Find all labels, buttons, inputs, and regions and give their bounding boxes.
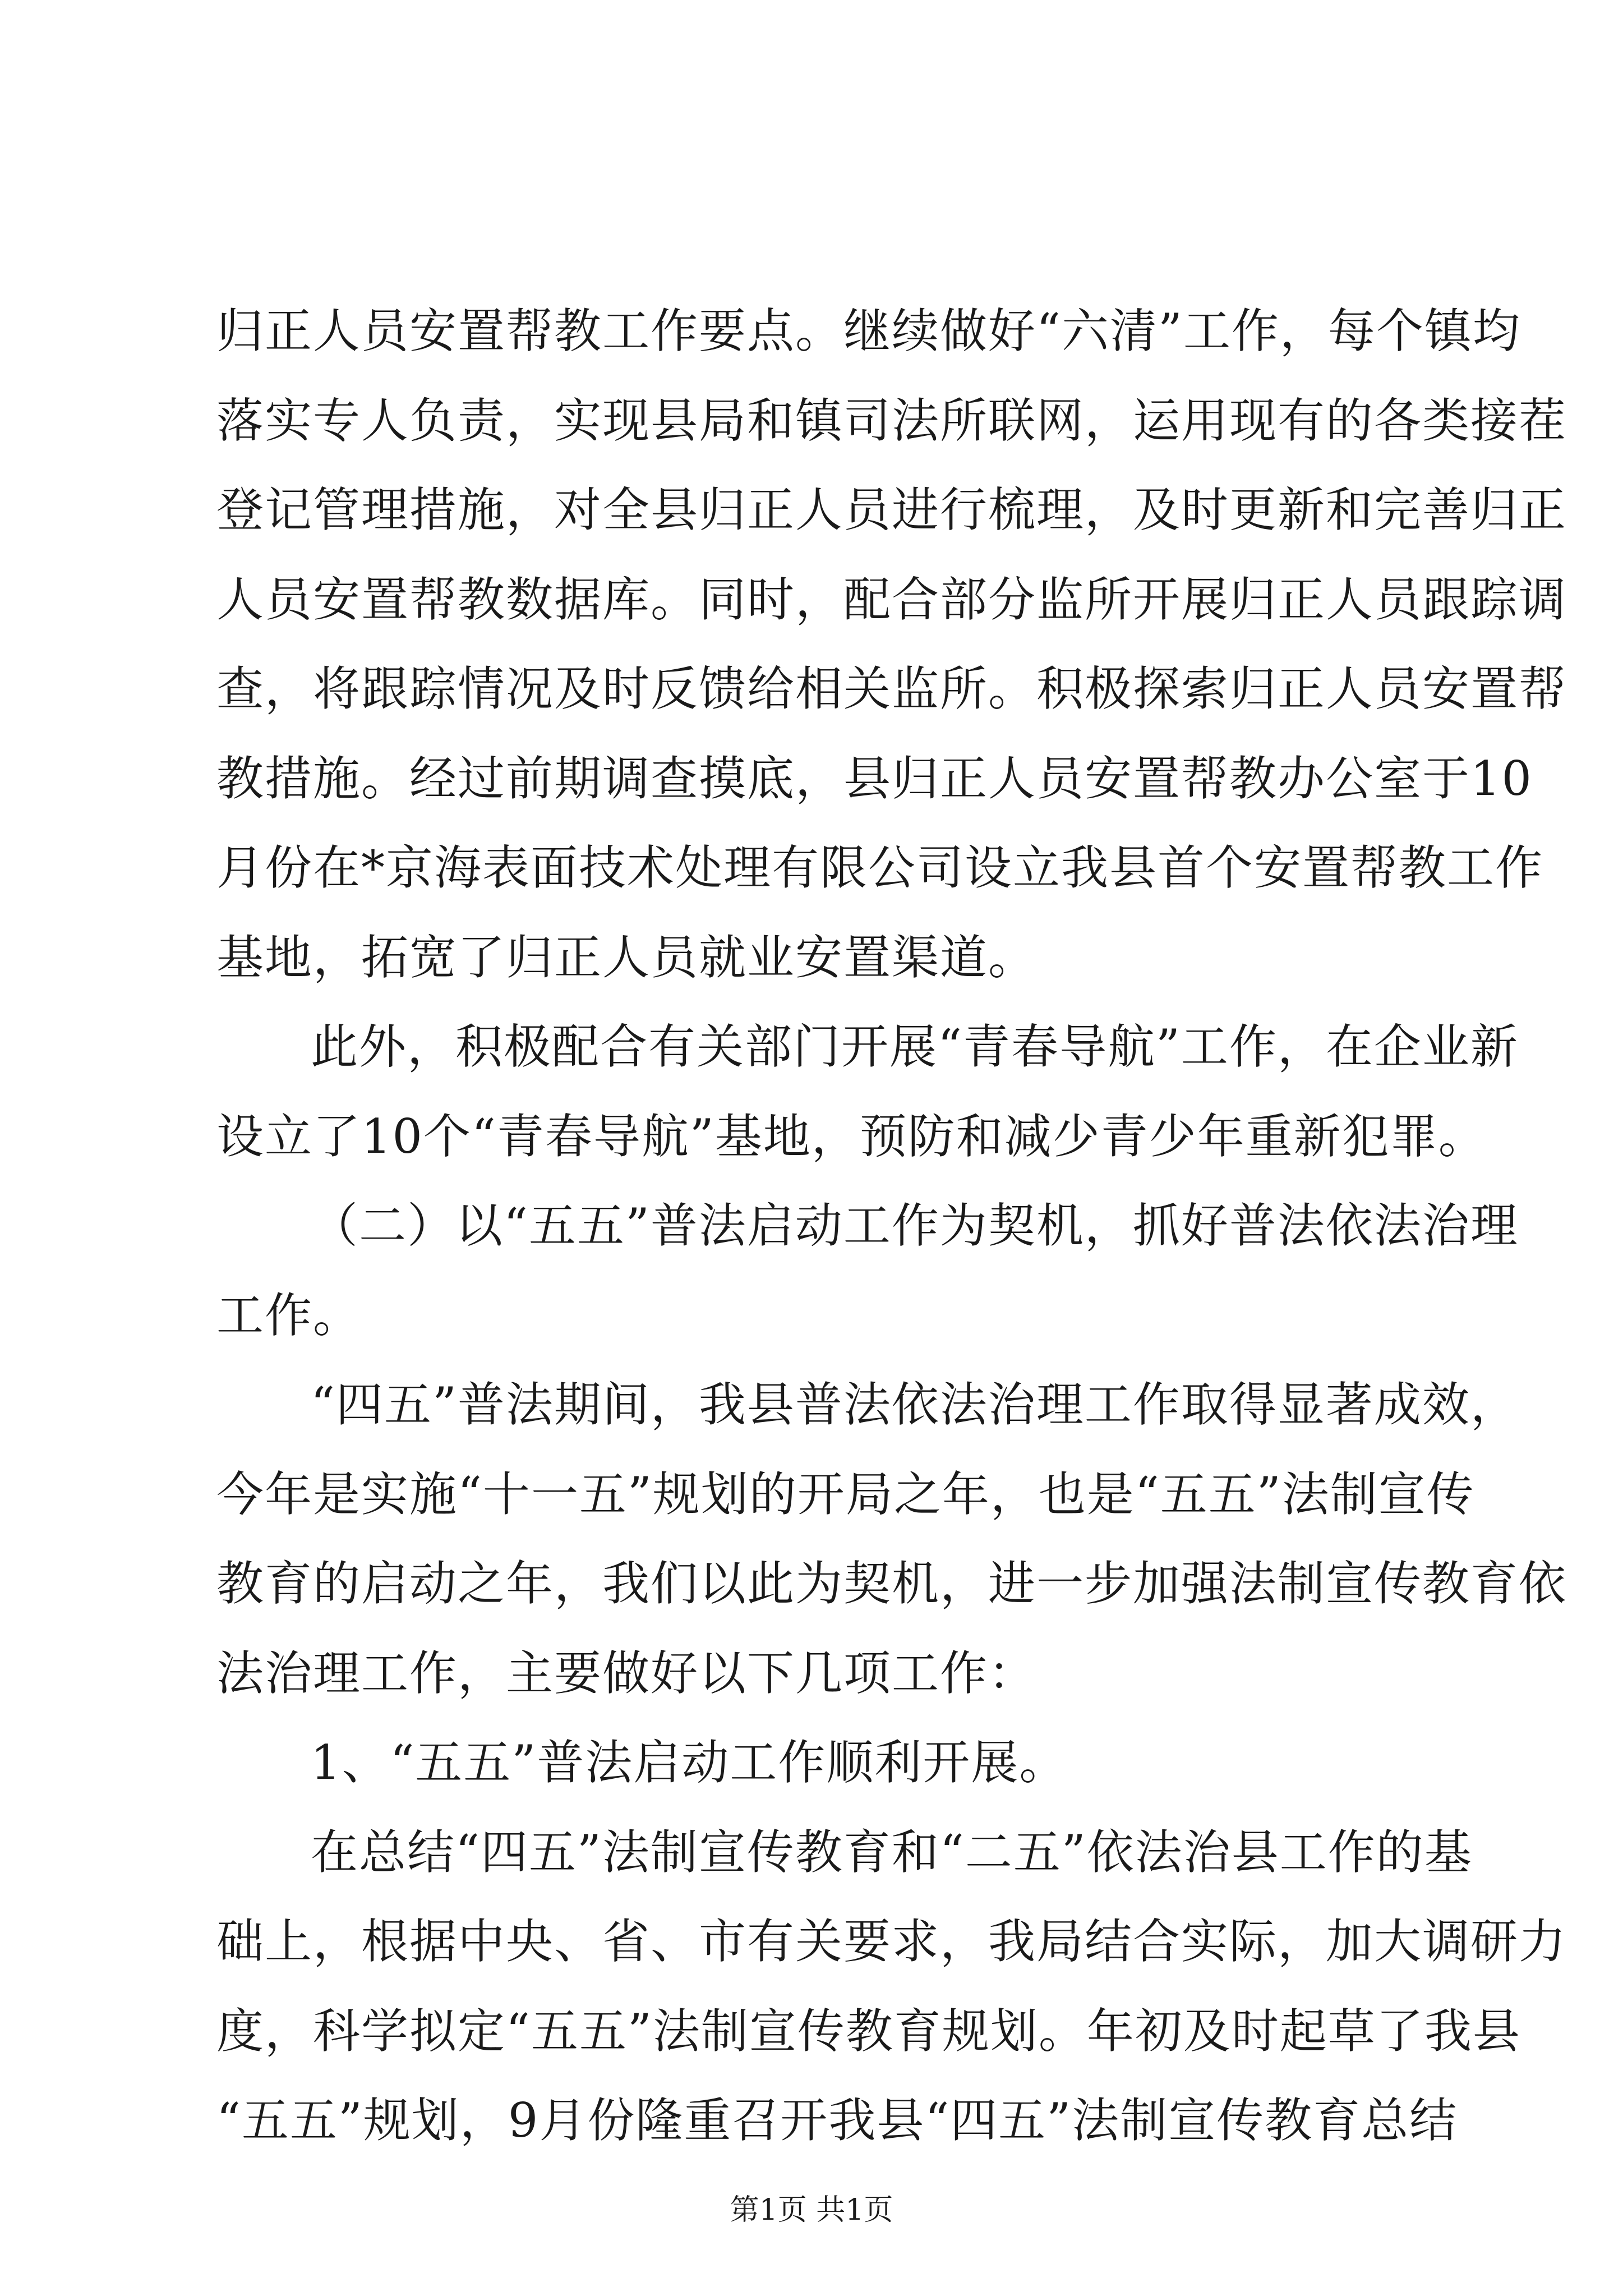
- section-heading-line: 工作。: [216, 1288, 362, 1343]
- text-line: 设立了10个“青春导航”基地，预防和减少青少年重新犯罪。: [216, 1109, 1487, 1164]
- text-line: 础上，根据中央、省、市有关要求，我局结合实际，加大调研力: [216, 1914, 1567, 1969]
- text-line: 月份在*京海表面技术处理有限公司设立我县首个安置帮教工作: [216, 840, 1544, 895]
- text-line: 法治理工作，主要做好以下几项工作：: [216, 1646, 1037, 1701]
- text-line: 今年是实施“十一五”规划的开局之年，也是“五五”法制宣传: [216, 1467, 1475, 1522]
- paragraph-first-line: “四五”普法期间，我县普法依法治理工作取得显著成效，: [311, 1377, 1519, 1432]
- text-line: 教措施。经过前期调查摸底，县归正人员安置帮教办公室于10: [216, 751, 1533, 806]
- text-line: 查，将跟踪情况及时反馈给相关监所。积极探索归正人员安置帮: [216, 661, 1567, 716]
- text-line: 落实专人负责，实现县局和镇司法所联网，运用现有的各类接茬: [216, 393, 1567, 448]
- text-line: 度，科学拟定“五五”法制宣传教育规划。年初及时起草了我县: [216, 2004, 1521, 2059]
- text-line: 归正人员安置帮教工作要点。继续做好“六清”工作，每个镇均: [216, 303, 1521, 358]
- text-line: 教育的启动之年，我们以此为契机，进一步加强法制宣传教育依: [216, 1556, 1567, 1611]
- paragraph-first-line: 在总结“四五”法制宣传教育和“二五”依法治县工作的基: [311, 1825, 1473, 1880]
- text-line: “五五”规划，9月份隆重召开我县“四五”法制宣传教育总结: [216, 2093, 1458, 2148]
- section-heading-line: （二）以“五五”普法启动工作为契机，抓好普法依法治理: [311, 1198, 1519, 1253]
- text-line: 人员安置帮教数据库。同时，配合部分监所开展归正人员跟踪调: [216, 572, 1567, 627]
- text-line: 登记管理措施，对全县归正人员进行梳理，及时更新和完善归正: [216, 482, 1567, 537]
- text-line: 基地，拓宽了归正人员就业安置渠道。: [216, 930, 1037, 985]
- page-footer: 第1页 共1页: [730, 2193, 893, 2227]
- subsection-heading: 1、“五五”普法启动工作顺利开展。: [311, 1735, 1068, 1790]
- paragraph-first-line: 此外，积极配合有关部门开展“青春导航”工作，在企业新: [311, 1019, 1519, 1074]
